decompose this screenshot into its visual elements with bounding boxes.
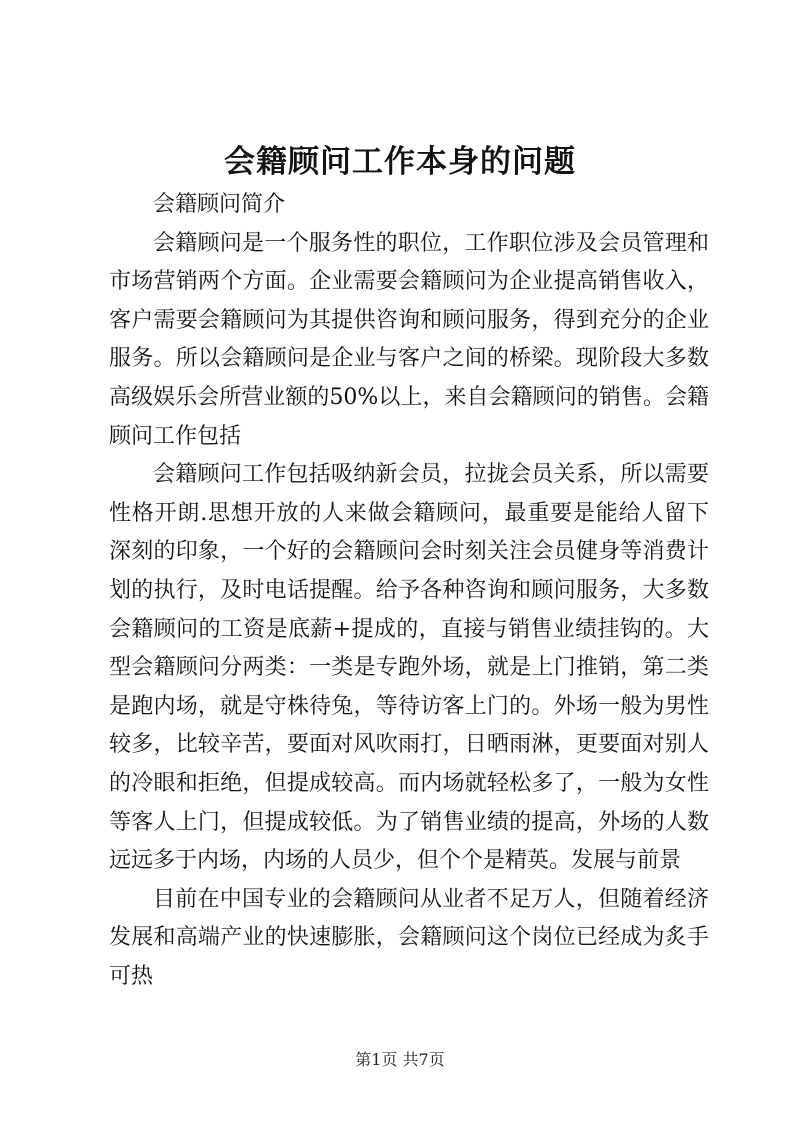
paragraph-section-heading: 会籍顾问简介 bbox=[153, 192, 286, 217]
document-title: 会籍顾问工作本身的问题 bbox=[224, 144, 576, 180]
document-body bbox=[109, 186, 709, 996]
paragraph-intro: 会籍顾问是一个服务性的职位，工作职位涉及会员管理和市场营销两个方面。企业需要会籍顾问为企业提高销售收入，客户需要会籍顾问为其提供咨询和顾问服务，得到充分的企业服务。所以会籍顾问是企业与客户之间的桥梁。现阶段大多数高级娱乐会所营业额的50%以上，来自会籍顾问的销售。会籍顾问工作包括 bbox=[109, 230, 709, 449]
paragraph-job-content: 会籍顾问工作包括吸纳新会员，拉拢会员关系，所以需要性格开朗.思想开放的人来做会籍顾问，最重要是能给人留下深刻的印象，一个好的会籍顾问会时刻关注会员健身等消费计划的执行，及时电话提醒。给予各种咨询和顾问服务，大多数会籍顾问的工资是底薪+提成的，直接与销售业绩挂钩的。大型会籍顾问分两类：一类是专跑外场，就是上门推销，第二类是跑内场，就是守株待兔，等待访客上门的。外场一般为男性较多，比较辛苦，要面对风吹雨打，日晒雨淋，更要面对别人的冷眼和拒绝，但提成较高。而内场就轻松多了，一般为女性等客人上门，但提成较低。为了销售业绩的提高，外场的人数远远多于内场，内场的人员少，但个个是精英。发展与前景 bbox=[109, 462, 709, 874]
paragraph-prospects: 目前在中国专业的会籍顾问从业者不足万人，但随着经济发展和高端产业的快速膨胀，会籍顾问这个岗位已经成为炙手可热 bbox=[109, 886, 709, 989]
page-number-footer: 第1页 共7页 bbox=[355, 1050, 445, 1069]
